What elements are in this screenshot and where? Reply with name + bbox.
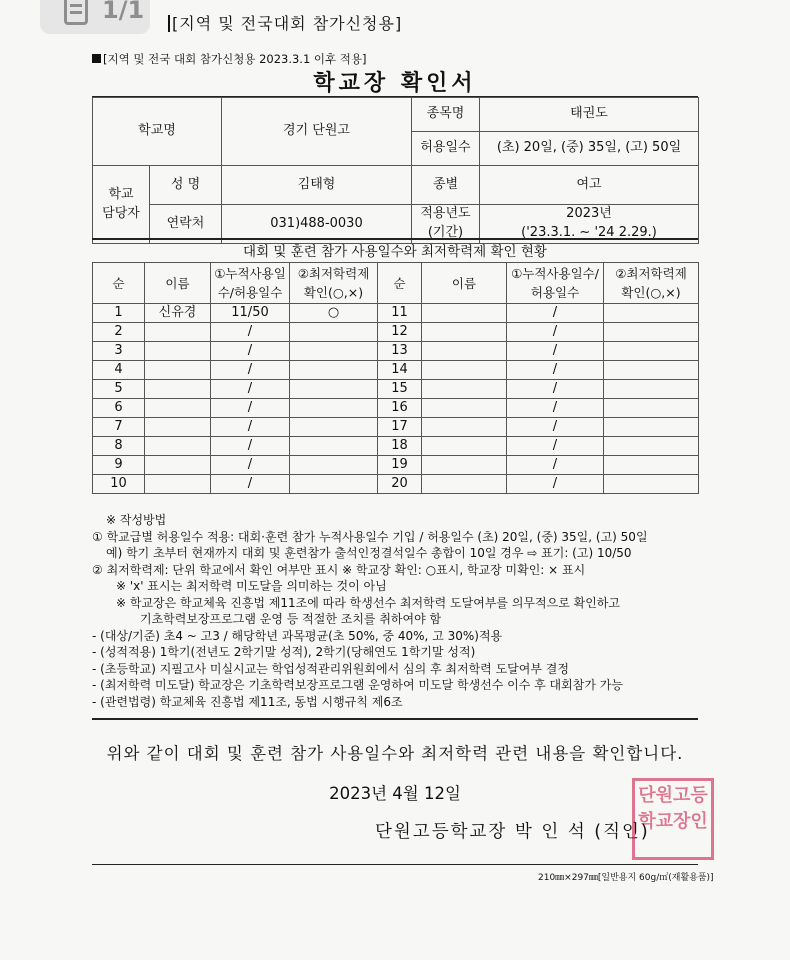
writing-instructions	[92, 512, 732, 710]
row-name	[422, 380, 507, 399]
notes-line: - (초등학교) 지필고사 미실시교는 학업성적관리위원회에서 심의 후 최저학력 도달여부 결정	[92, 661, 569, 676]
table-row	[93, 475, 699, 494]
row-min	[604, 304, 699, 323]
page-indicator-badge[interactable]	[40, 0, 150, 34]
roster-table	[92, 262, 699, 494]
col-min-right	[604, 263, 699, 304]
row-name	[145, 342, 211, 361]
top-label	[168, 11, 402, 34]
row-name	[422, 399, 507, 418]
contact-label: 연락처	[150, 205, 222, 244]
table-row	[93, 380, 699, 399]
row-no: 5	[93, 380, 145, 399]
footer-rule	[92, 864, 698, 865]
period-label-line-1: 적용년도	[420, 206, 471, 222]
row-no: 6	[93, 399, 145, 418]
row-name	[422, 418, 507, 437]
col-no-right: 순	[378, 263, 422, 304]
page-count: 1/1	[102, 0, 145, 24]
row-name	[145, 418, 211, 437]
period-label-line-2: (기간)	[427, 225, 464, 240]
row-name	[422, 342, 507, 361]
row-min	[604, 399, 699, 418]
row-days: /	[507, 380, 604, 399]
row-name	[145, 323, 211, 342]
allowed-days-label: 허용일수	[412, 132, 480, 166]
col-days	[211, 263, 290, 304]
row-no: 19	[378, 456, 422, 475]
row-days: /	[507, 342, 604, 361]
name-value: 김태형	[222, 166, 412, 205]
principal-signature-line: 단원고등학교장 박 인 석 (직인)	[375, 822, 650, 842]
sub-label	[92, 51, 367, 67]
row-no: 12	[378, 323, 422, 342]
row-name	[145, 475, 211, 494]
notes-line: ※ 'x' 표시는 최저학력 미도달을 의미하는 것이 아님	[116, 579, 387, 593]
row-name	[422, 323, 507, 342]
paper-spec: 210㎜×297㎜[일반용지 60g/㎡(재활용품)]	[538, 873, 714, 883]
row-min	[290, 342, 378, 361]
row-no: 11	[378, 304, 422, 323]
row-days: /	[211, 342, 290, 361]
row-days: /	[507, 361, 604, 380]
row-name	[145, 380, 211, 399]
row-days: /	[507, 437, 604, 456]
row-days: /	[211, 475, 290, 494]
row-no: 3	[93, 342, 145, 361]
row-days: /	[211, 323, 290, 342]
table-row	[93, 323, 699, 342]
row-days: /	[507, 399, 604, 418]
sport-label: 종목명	[412, 98, 480, 132]
notes-line: - (최저학력 미도달) 학교장은 기초학력보장프로그램 운영하여 미도달 학생선수 이수 후 대회참가 가능	[92, 678, 623, 692]
row-days: /	[507, 304, 604, 323]
top-label-text: [지역 및 전국대회 참가신청용]	[172, 14, 403, 33]
row-no: 17	[378, 418, 422, 437]
row-days: /	[507, 456, 604, 475]
contact-value: 031)488-0030	[222, 205, 412, 244]
sub-label-text: [지역 및 전국 대회 참가신청용 2023.3.1 이후 적용]	[103, 52, 367, 66]
school-name-value: 경기 단원고	[222, 98, 412, 166]
confirmation-statement: 위와 같이 대회 및 훈련 참가 사용일수와 최저학력 관련 내용을 확인합니다.	[106, 744, 684, 763]
row-no: 9	[93, 456, 145, 475]
row-min	[290, 323, 378, 342]
row-days: /	[211, 437, 290, 456]
school-info-table	[92, 97, 699, 244]
section-rule	[92, 718, 698, 720]
row-min: ○	[290, 304, 378, 323]
table-row	[93, 304, 699, 323]
row-min	[290, 399, 378, 418]
row-no: 13	[378, 342, 422, 361]
col-name-right: 이름	[422, 263, 507, 304]
official-seal: 단원고등학교장인	[632, 778, 714, 860]
school-name-label: 학교명	[93, 98, 222, 166]
notes-line: - (성적적용) 1학기(전년도 2학기말 성적), 2학기(당해연도 1학기말 성적)	[92, 645, 476, 659]
row-name	[422, 437, 507, 456]
col-min-right-line-2: 확인(○,×)	[621, 285, 681, 300]
row-days: /	[211, 418, 290, 437]
row-min	[290, 361, 378, 380]
col-days-line-1: ①누적사용일	[214, 266, 286, 281]
row-name	[422, 361, 507, 380]
notes-line: ① 학교급별 허용일수 적용: 대회·훈련 참가 누적사용일수 기입 / 허용일수 (초) 20일, (중) 35일, (고) 50일	[92, 529, 648, 544]
row-no: 7	[93, 418, 145, 437]
table-row	[93, 342, 699, 361]
document-title: 학교장 확인서	[313, 71, 477, 96]
row-days: /	[211, 399, 290, 418]
row-days: /	[507, 475, 604, 494]
col-min-line-2: 확인(○,×)	[303, 285, 364, 300]
col-min-right-line-1: ②최저학력제	[615, 266, 687, 281]
table-row	[93, 418, 699, 437]
notes-line: ※ 학교장은 학교체육 진흥법 제11조에 따라 학생선수 최저학력 도달여부를 의무적으로 확인하고	[116, 595, 620, 610]
staff-label-line-2: 담당자	[102, 205, 140, 221]
row-min	[604, 342, 699, 361]
name-label: 성 명	[150, 166, 222, 205]
table-row	[93, 437, 699, 456]
row-days: /	[507, 323, 604, 342]
row-no: 2	[93, 323, 145, 342]
roster-header-row	[93, 263, 699, 304]
row-name	[145, 456, 211, 475]
table-row	[93, 399, 699, 418]
row-no: 8	[93, 437, 145, 456]
allowed-days-value: (초) 20일, (중) 35일, (고) 50일	[480, 132, 699, 166]
table-row	[93, 456, 699, 475]
row-days: /	[211, 380, 290, 399]
row-no: 20	[378, 475, 422, 494]
row-no: 18	[378, 437, 422, 456]
col-min-line-1: ②최저학력제	[297, 266, 370, 281]
row-name	[422, 475, 507, 494]
row-min	[290, 380, 378, 399]
row-min	[604, 323, 699, 342]
row-min	[604, 437, 699, 456]
notes-line: ② 최저학력제: 단위 학교에서 확인 여부만 표시 ※ 학교장 확인: ○표시, 학교장 미확인: × 표시	[92, 562, 586, 577]
row-name: 신유경	[145, 304, 211, 323]
notes-line: 기초학력보장프로그램 운영 등 적절한 조치를 취하여야 함	[140, 612, 442, 626]
staff-label	[93, 166, 150, 244]
row-min	[290, 475, 378, 494]
row-name	[422, 456, 507, 475]
category-label: 종별	[412, 166, 480, 205]
col-days-right-line-2: 허용일수	[530, 285, 580, 300]
notes-line: 예) 학기 초부터 현재까지 대회 및 훈련참가 출석인정결석일수 총합이 10일 경우 ⇨ 표기: (고) 10/50	[106, 546, 632, 560]
col-min	[290, 263, 378, 304]
row-no: 4	[93, 361, 145, 380]
row-no: 15	[378, 380, 422, 399]
period-year: 2023년	[566, 206, 612, 222]
notes-line: - (관련법령) 학교체육 진흥법 제11조, 동법 시행규칙 제6조	[92, 694, 403, 709]
staff-label-line-1: 학교	[108, 186, 134, 202]
col-days-right	[507, 263, 604, 304]
col-no: 순	[93, 263, 145, 304]
col-days-right-line-1: ①누적사용일수/	[511, 266, 599, 281]
confirmation-date: 2023년 4월 12일	[329, 784, 461, 803]
row-min	[604, 361, 699, 380]
row-min	[290, 418, 378, 437]
row-days: 11/50	[211, 304, 290, 323]
row-min	[604, 418, 699, 437]
roster-caption: 대회 및 훈련 참가 사용일수와 최저학력제 확인 현황	[92, 238, 698, 264]
row-name	[145, 399, 211, 418]
row-days: /	[211, 361, 290, 380]
table-row	[93, 361, 699, 380]
row-min	[604, 475, 699, 494]
row-min	[290, 437, 378, 456]
square-bullet-icon	[92, 54, 101, 63]
col-days-line-2: 수/허용일수	[217, 285, 283, 300]
category-value: 여고	[480, 166, 699, 205]
row-no: 16	[378, 399, 422, 418]
col-name: 이름	[145, 263, 211, 304]
sport-value: 태권도	[480, 98, 699, 132]
divider	[168, 15, 170, 32]
row-no: 1	[93, 304, 145, 323]
row-min	[604, 456, 699, 475]
row-name	[145, 361, 211, 380]
row-min	[290, 456, 378, 475]
row-no: 14	[378, 361, 422, 380]
row-name	[145, 437, 211, 456]
notes-title: ※ 작성방법	[106, 513, 167, 527]
row-days: /	[211, 456, 290, 475]
notes-line: - (대상/기준) 초4 ~ 고3 / 해당학년 과목평균(초 50%, 중 40%, 고 30%)적용	[92, 628, 503, 643]
document-icon	[64, 0, 88, 25]
period-range: ('23.3.1. ~ '24 2.29.)	[521, 225, 657, 240]
row-min	[604, 380, 699, 399]
row-days: /	[507, 418, 604, 437]
row-no: 10	[93, 475, 145, 494]
row-name	[422, 304, 507, 323]
